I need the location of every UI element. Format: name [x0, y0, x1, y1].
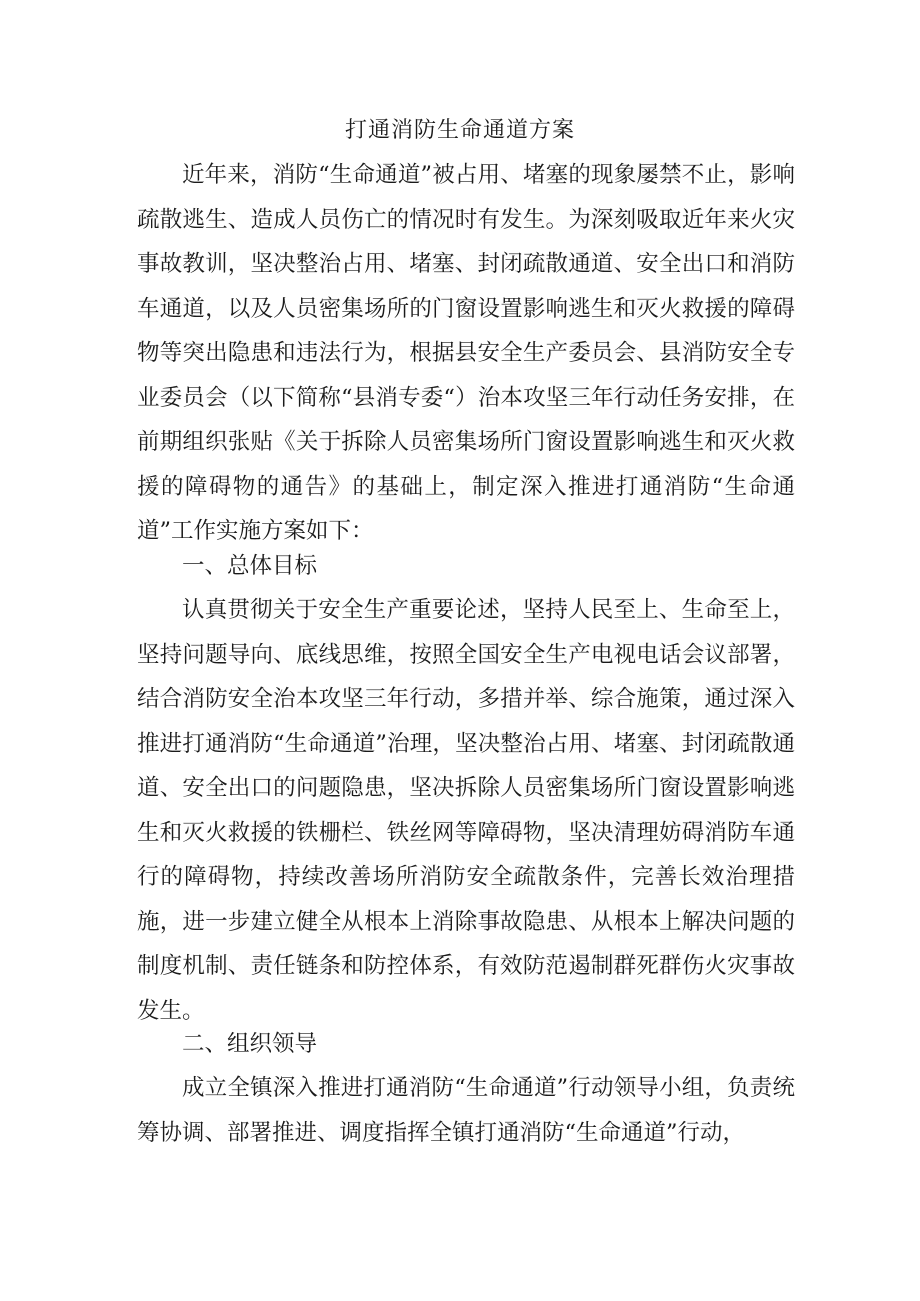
document-title: 打通消防生命通道方案	[344, 118, 575, 143]
section-heading-organization: 二、组织领导	[182, 1031, 318, 1057]
organization-paragraph: 成立全镇深入推进打通消防“生命通道”行动领导小组，负责统筹协调、部署推进、调度指挥全镇打通消防“生命通道”行动，	[137, 1075, 795, 1146]
overall-goal-paragraph: 认真贯彻关于安全生产重要论述，坚持人民至上、生命至上，坚持问题导向、底线思维，按照全国安全生产电视电话会议部署，结合消防安全治本攻坚三年行动，多措并举、综合施策，通过深入推进打通消防“生命通道”治理，坚决整治占用、堵塞、封闭疏散通道、安全出口的问题隐患，坚决拆除人员密集场所门窗设置影响逃生和灭火救援的铁栅栏、铁丝网等障碍物，坚决清理妨碍消防车通行的障碍物，持续改善场所消防安全疏散条件，完善长效治理措施，进一步建立健全从根本上消除事故隐患、从根本上解决问题的制度机制、责任链条和防控体系，有效防范遏制群死群伤火灾事故发生。	[137, 597, 795, 1024]
intro-paragraph: 近年来，消防“生命通道”被占用、堵塞的现象屡禁不止，影响疏散逃生、造成人员伤亡的情况时有发生。为深刻吸取近年来火灾事故教训，坚决整治占用、堵塞、封闭疏散通道、安全出口和消防车通道，以及人员密集场所的门窗设置影响逃生和灭火救援的障碍物等突出隐患和违法行为，根据县安全生产委员会、县消防安全专业委员会（以下简称“县消专委“）治本攻坚三年行动任务安排，在前期组织张贴《关于拆除人员密集场所门窗设置影响逃生和灭火救援的障碍物的通告》的基础上，制定深入推进打通消防“生命通道”工作实施方案如下：	[137, 162, 795, 544]
section-heading-overall-goal: 一、总体目标	[182, 553, 318, 579]
